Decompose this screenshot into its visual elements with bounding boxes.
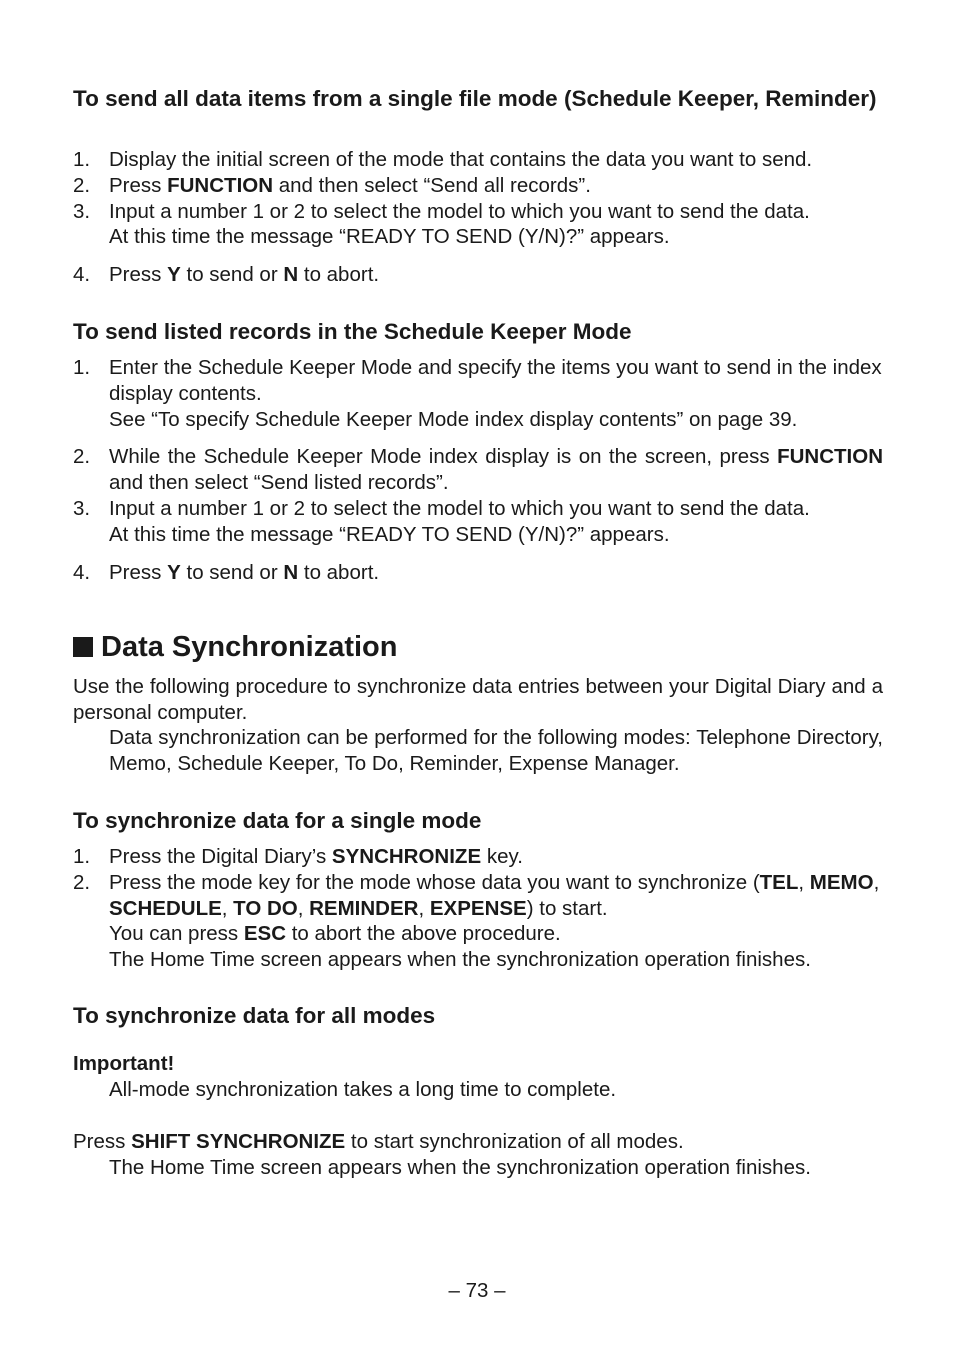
list-item (73, 444, 883, 496)
important-text: All-mode synchronization takes a long time to complete. (109, 1078, 617, 1101)
expense-key: EXPENSE (429, 896, 527, 920)
step-number: 2. (73, 870, 91, 894)
step-text: Press FUNCTION and then select “Send all records”. (109, 173, 591, 197)
step-number: 4. (73, 560, 91, 584)
step-text: Input a number 1 or 2 to select the model to which you want to send the data. (109, 496, 810, 520)
page-number: – 73 – (448, 1279, 506, 1302)
shift-synchronize-key: SHIFT SYNCHRONIZE (131, 1130, 346, 1153)
n-key: N (283, 560, 299, 584)
important-label: Important! (73, 1052, 175, 1075)
synchronize-key: SYNCHRONIZE (331, 845, 482, 868)
step-text: Press Y to send or N to abort. (109, 560, 380, 584)
list-item (73, 560, 883, 586)
step-number: 3. (73, 199, 91, 223)
sync-intro: Use the following procedure to synchronize data entries between your Digital Diary and a personal computer. (73, 675, 883, 724)
section-heading-send-all: To send all data items from a single file mode (Schedule Keeper, Reminder) (73, 86, 877, 111)
step-number: 1. (73, 148, 91, 171)
step-note: See “To specify Schedule Keeper Mode index display contents” on page 39. (109, 407, 798, 431)
step-note: You can press ESC to abort the above procedure. (109, 922, 561, 946)
step-text: While the Schedule Keeper Mode index display is on the screen, press FUNCTION and then select “Send listed records”. (109, 445, 883, 495)
reminder-key: REMINDER (309, 896, 419, 920)
tel-key: TEL (759, 870, 799, 894)
step-number: 4. (73, 263, 91, 287)
step-note: The Home Time screen appears when the synchronization operation finishes. (109, 948, 811, 972)
step-note: At this time the message “READY TO SEND (Y/N)?” appears. (109, 225, 670, 249)
step-number: 3. (73, 496, 91, 520)
list-item (73, 262, 883, 288)
step-number: 1. (73, 845, 91, 868)
step-text: Press the mode key for the mode whose data you want to synchronize (TEL, MEMO, SCHEDULE, TO DO, REMINDER, EXPENSE) to start. (109, 870, 880, 920)
step-text: Press Y to send or N to abort. (109, 263, 380, 287)
list-item (73, 870, 883, 973)
send-listed-steps (73, 355, 883, 585)
list-item (73, 147, 883, 173)
esc-key: ESC (243, 922, 287, 946)
step-text: Press the Digital Diary’s SYNCHRONIZE key. (109, 845, 523, 868)
step-number: 2. (73, 173, 91, 197)
single-mode-steps (73, 844, 883, 973)
page-title: Data Synchronization (73, 630, 398, 664)
section-heading-single-mode: To synchronize data for a single mode (73, 808, 482, 833)
step-text: Input a number 1 or 2 to select the model to which you want to send the data. (109, 199, 810, 223)
list-item (73, 844, 883, 870)
todo-key: TO DO (233, 896, 298, 920)
list-item (73, 496, 883, 548)
square-bullet-icon (73, 637, 93, 657)
step-number: 1. (73, 356, 91, 379)
step-text: Enter the Schedule Keeper Mode and specify the items you want to send in the index display contents. (109, 356, 882, 405)
section-heading-all-modes: To synchronize data for all modes (73, 1003, 436, 1028)
memo-key: MEMO (809, 870, 874, 894)
step-text: Display the initial screen of the mode that contains the data you want to send. (109, 148, 813, 171)
all-modes-note: The Home Time screen appears when the synchronization operation finishes. (109, 1156, 811, 1179)
function-key: FUNCTION (167, 173, 274, 197)
step-number: 2. (73, 445, 91, 469)
schedule-key: SCHEDULE (109, 896, 222, 920)
n-key: N (283, 263, 299, 287)
sync-intro-note: Data synchronization can be performed for the following modes: Telephone Directory, Memo, Schedule Keeper, To Do, Reminder, Expense Manager. (109, 726, 883, 775)
send-all-steps (73, 147, 883, 288)
section-heading-send-listed: To send listed records in the Schedule Keeper Mode (73, 319, 632, 344)
y-key: Y (167, 263, 181, 287)
list-item (73, 173, 883, 199)
step-note: At this time the message “READY TO SEND (Y/N)?” appears. (109, 522, 670, 546)
function-key: FUNCTION (777, 445, 883, 469)
y-key: Y (167, 560, 181, 584)
list-item (73, 355, 883, 432)
all-modes-instruction: Press SHIFT SYNCHRONIZE to start synchronization of all modes. (73, 1130, 684, 1153)
list-item (73, 199, 883, 251)
